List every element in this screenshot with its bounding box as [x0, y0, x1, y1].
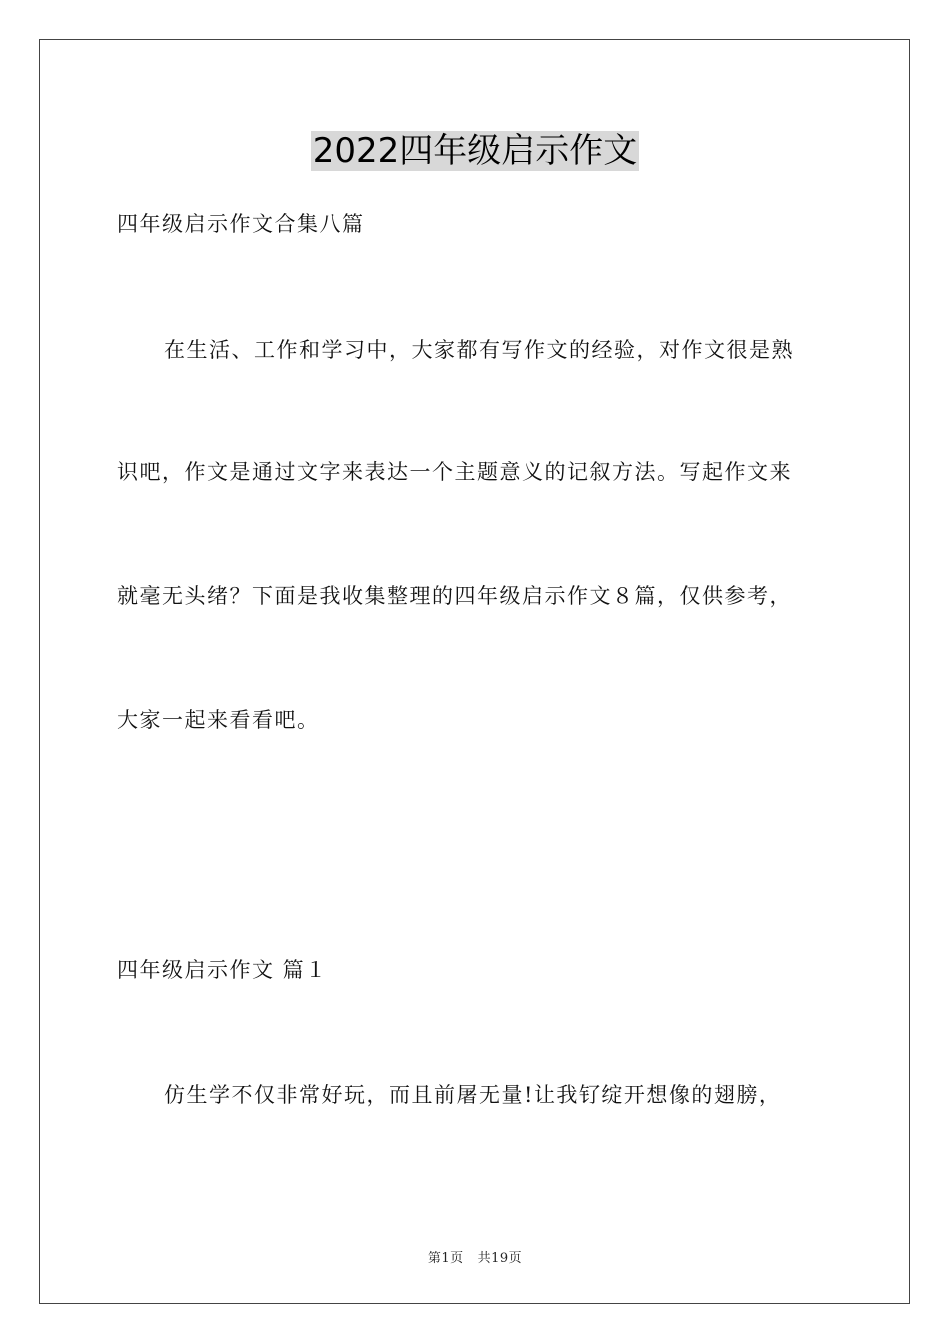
- document-title-text: 2022四年级启示作文: [312, 131, 638, 171]
- page-number: 第1页: [427, 1251, 464, 1266]
- intro-line-1: 在生活、工作和学习中，大家都有写作文的经验，对作文很是熟: [164, 338, 794, 362]
- page-footer: [0, 1247, 950, 1266]
- section-line-1: 仿生学不仅非常好玩，而且前屠无量!让我钌绽开想像的翅膀，: [164, 1083, 782, 1107]
- section-heading: 四年级启示作文 篇１: [117, 958, 328, 982]
- page-total: 共19页: [477, 1251, 523, 1266]
- intro-line-2: 识吧，作文是通过文字来表达一个主题意义的记叙方法。写起作文来: [117, 460, 792, 484]
- document-title: [0, 126, 950, 176]
- intro-line-4: 大家一起来看看吧。: [117, 708, 320, 732]
- document-subtitle: 四年级启示作文合集八篇: [117, 212, 365, 236]
- intro-line-3: 就毫无头绪？下面是我收集整理的四年级启示作文８篇，仅供参考，: [117, 584, 792, 608]
